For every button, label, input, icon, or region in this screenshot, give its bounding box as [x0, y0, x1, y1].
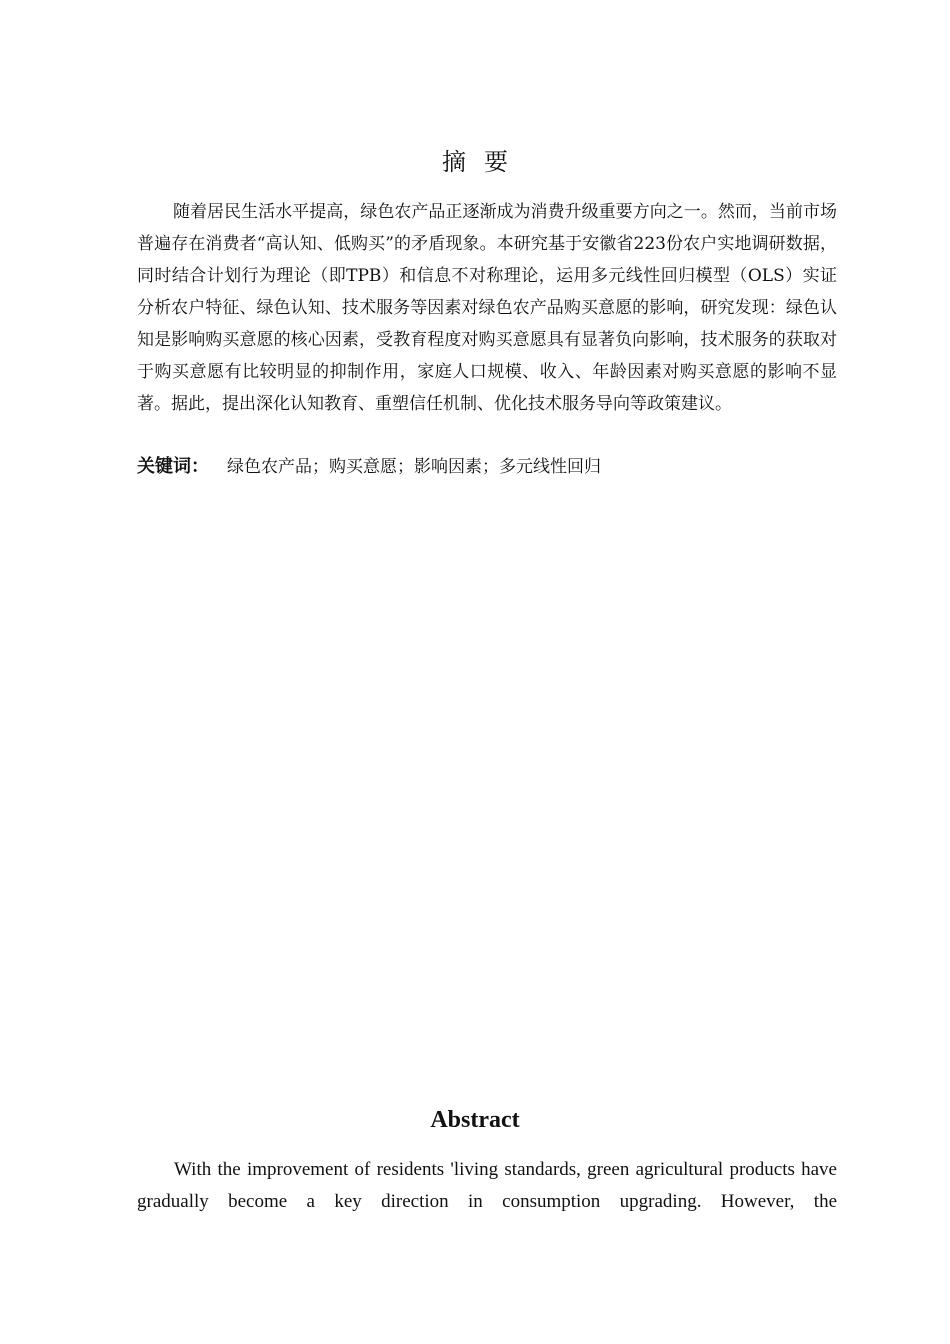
- abstract-body-zh: 随着居民生活水平提高，绿色农产品正逐渐成为消费升级重要方向之一。然而，当前市场普遍存在消费者“高认知、低购买”的矛盾现象。本研究基于安徽省223份农户实地调研数据，同时结合计划行为理论（即TPB）和信息不对称理论，运用多元线性回归模型（OLS）实证分析农户特征、绿色认知、技术服务等因素对绿色农产品购买意愿的影响，研究发现：绿色认知是影响购买意愿的核心因素，受教育程度对购买意愿具有显著负向影响，技术服务的获取对于购买意愿有比较明显的抑制作用，家庭人口规模、收入、年龄因素对购买意愿的影响不显著。据此，提出深化认知教育、重塑信任机制、优化技术服务导向等政策建议。: [137, 202, 837, 414]
- abstract-title-zh: 摘要: [442, 148, 526, 176]
- keywords-line: [137, 451, 837, 483]
- keywords-label: 关键词：: [137, 456, 209, 477]
- abstract-body-en: With the improvement of residents 'living standards, green agricultural products have gradually become a key direction in consumption upgrading. However, the: [137, 1159, 837, 1212]
- keywords-list: 绿色农产品；购买意愿；影响因素；多元线性回归: [227, 457, 601, 477]
- abstract-title-en: Abstract: [430, 1107, 520, 1133]
